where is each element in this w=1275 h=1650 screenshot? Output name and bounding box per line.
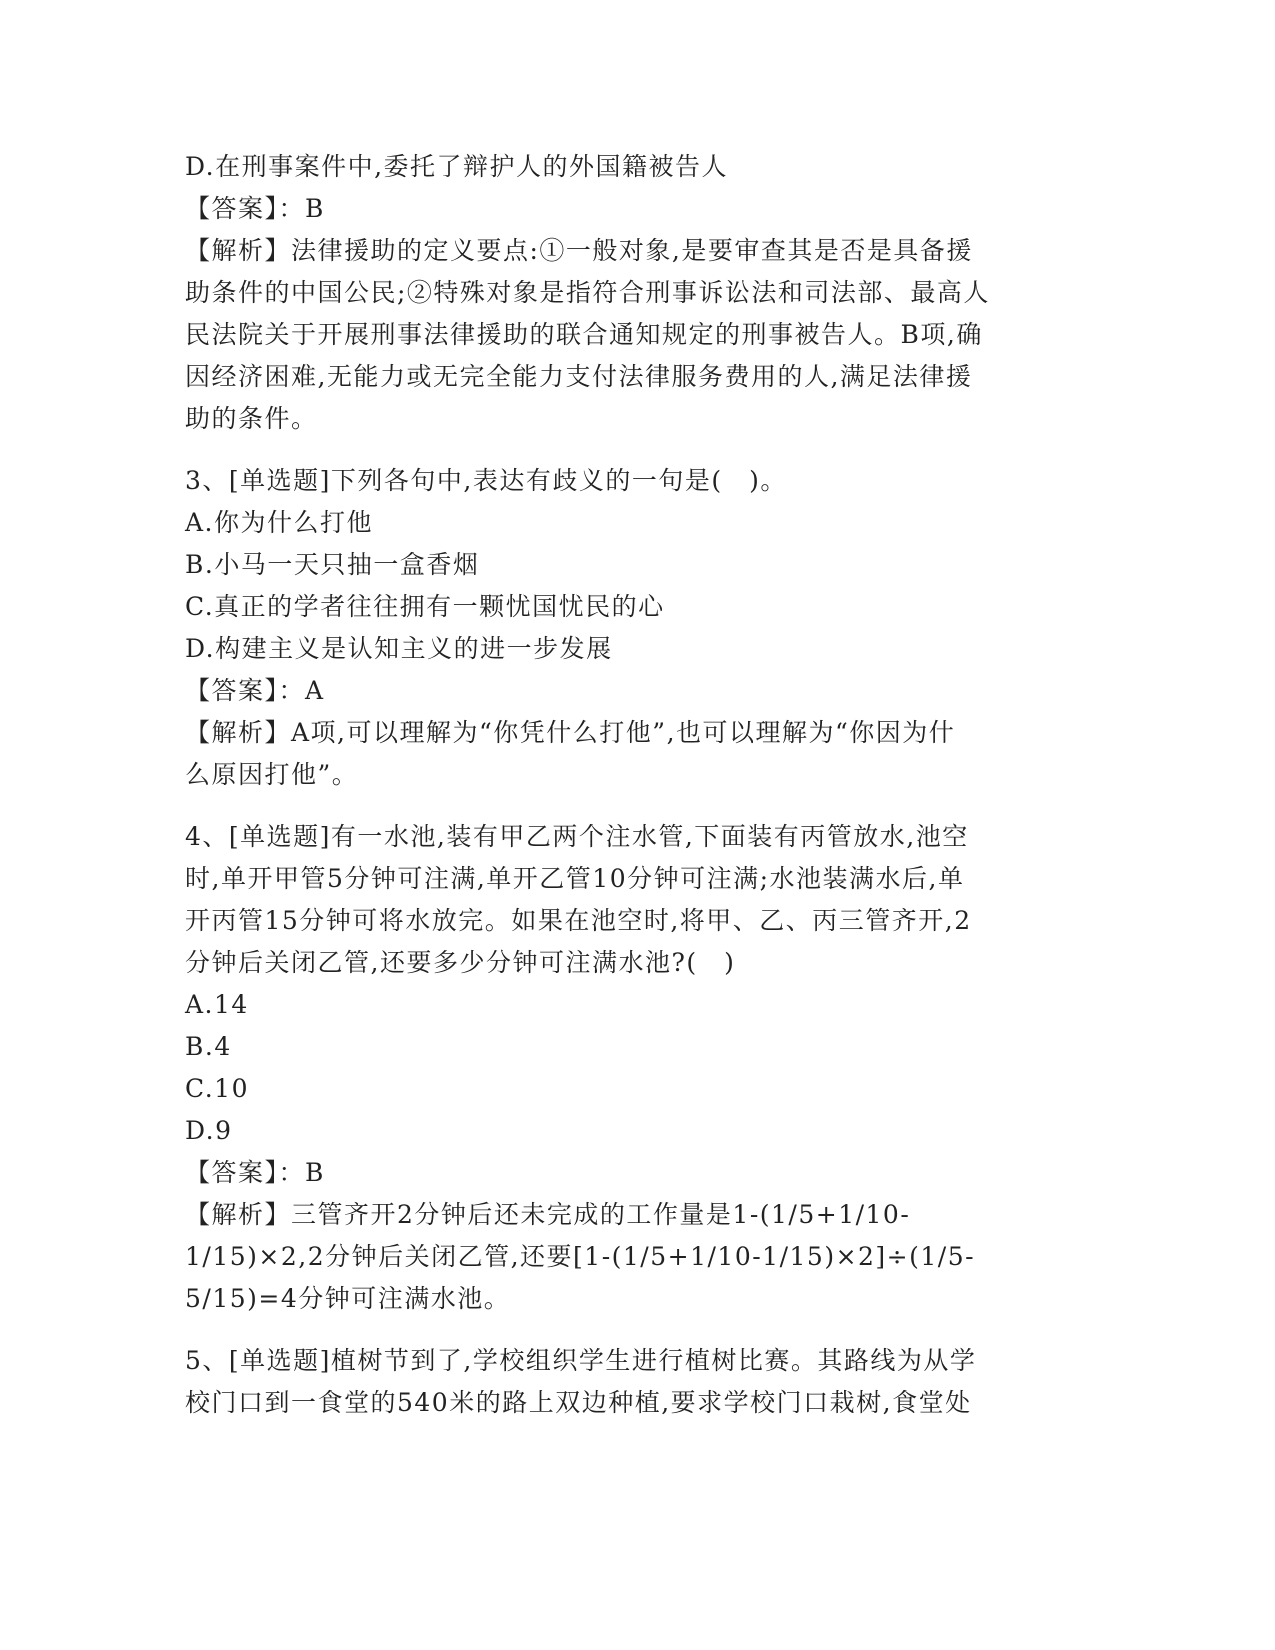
q4-explanation-line: 【解析】三管齐开2分钟后还未完成的工作量是1-(1/5+1/10- [185,1200,911,1229]
q2-explanation-line: 因经济困难,无能力或无完全能力支付法律服务费用的人,满足法律援 [185,362,973,391]
spacer [185,796,1075,816]
q3-explanation-line: 【解析】A项,可以理解为“你凭什么打他”,也可以理解为“你因为什 [185,718,956,747]
q4-option-d: D.9 [185,1116,233,1145]
q3-option-c: C.真正的学者往往拥有一颗忧国忧民的心 [185,592,665,621]
q3-option-a: A.你为什么打他 [185,508,374,537]
q4-option-b: B.4 [185,1032,232,1061]
q4-answer: 【答案】：B [185,1158,325,1187]
q4-stem-line: 4、[单选题]有一水池,装有甲乙两个注水管,下面装有丙管放水,池空 [185,822,969,851]
q3-option-b: B.小马一天只抽一盒香烟 [185,550,480,579]
q4-stem-line: 分钟后关闭乙管,还要多少分钟可注满水池?( ) [185,948,736,977]
q2-option-d: D.在刑事案件中,委托了辩护人的外国籍被告人 [185,152,729,181]
q2-explanation-line: 民法院关于开展刑事法律援助的联合通知规定的刑事被告人。B项,确 [185,320,983,349]
document-body [185,146,1075,1424]
q4-stem-line: 时,单开甲管5分钟可注满,单开乙管10分钟可注满;水池装满水后,单 [185,864,965,893]
q4-option-a: A.14 [185,990,249,1019]
q3-option-d: D.构建主义是认知主义的进一步发展 [185,634,613,663]
q2-explanation-line: 【解析】法律援助的定义要点:①一般对象,是要审查其是否是具备援 [185,236,973,265]
q2-explanation-line: 助的条件。 [185,404,318,433]
q2-explanation-line: 助条件的中国公民;②特殊对象是指符合刑事诉讼法和司法部、最高人 [185,278,990,307]
question-4 [185,816,1075,1320]
q5-stem-line: 5、[单选题]植树节到了,学校组织学生进行植树比赛。其路线为从学 [185,1346,977,1375]
q4-stem-line: 开丙管15分钟可将水放完。如果在池空时,将甲、乙、丙三管齐开,2 [185,906,972,935]
question-5 [185,1340,1075,1424]
spacer [185,440,1075,460]
q3-stem: 3、[单选题]下列各句中,表达有歧义的一句是( )。 [185,466,787,495]
question-2-tail [185,146,1075,440]
q2-answer: 【答案】：B [185,194,325,223]
q3-explanation-line: 么原因打他”。 [185,760,359,789]
question-3 [185,460,1075,796]
q3-answer: 【答案】：A [185,676,325,705]
q4-option-c: C.10 [185,1074,249,1103]
q4-explanation-line: 1/15)×2,2分钟后关闭乙管,还要[1-(1/5+1/10-1/15)×2]÷(1/5- [185,1242,976,1271]
q2-explanation [185,230,1075,440]
q5-stem-line: 校门口到一食堂的540米的路上双边种植,要求学校门口栽树,食堂处 [185,1388,972,1417]
q4-explanation-line: 5/15)=4分钟可注满水池。 [185,1284,511,1313]
spacer [185,1320,1075,1340]
